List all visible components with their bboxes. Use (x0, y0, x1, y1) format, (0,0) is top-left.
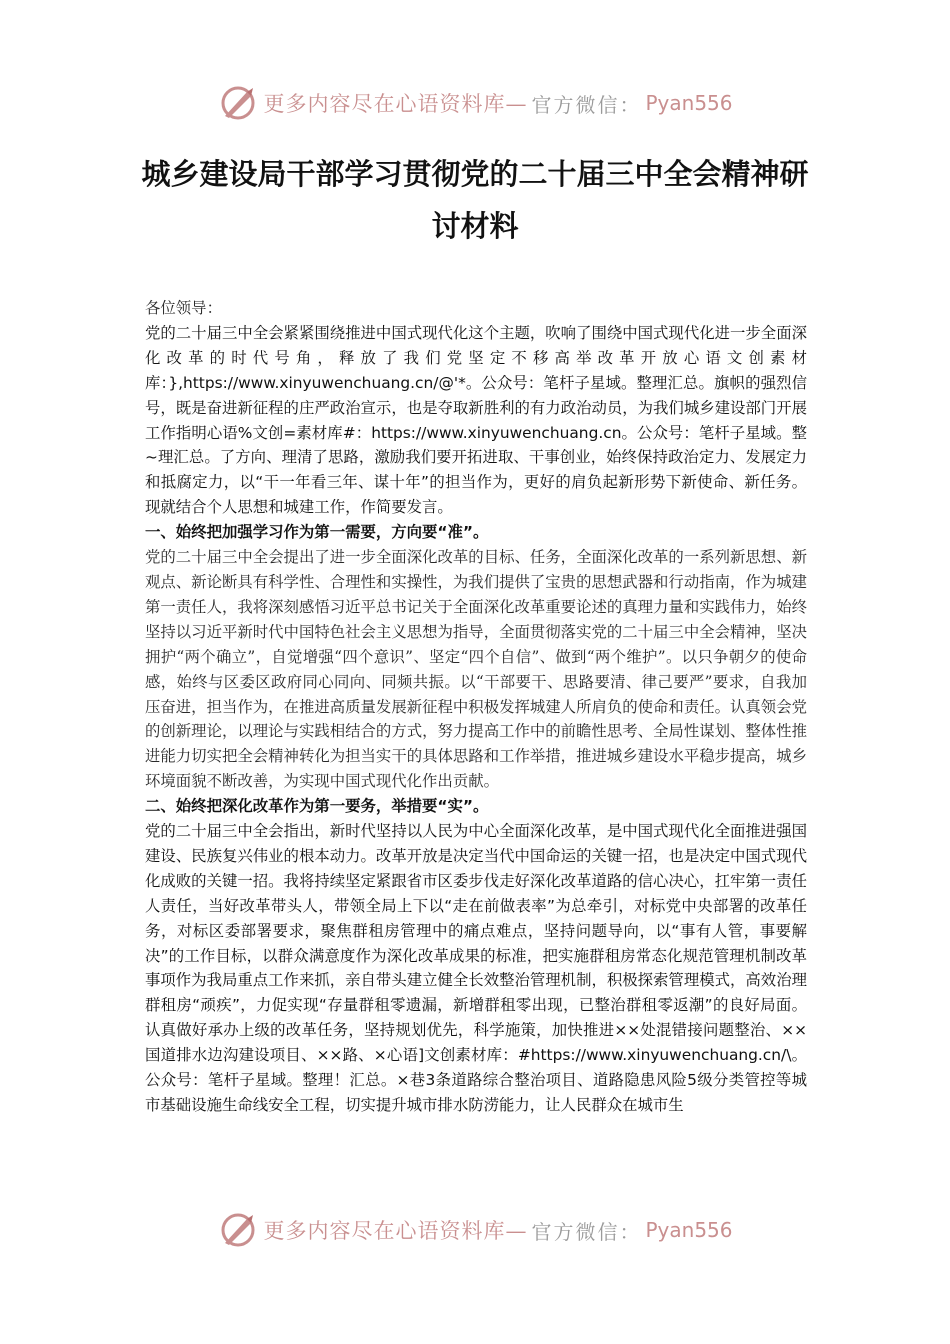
intro-paragraph: 党的二十届三中全会紧紧围绕推进中国式现代化这个主题，吹响了围绕中国式现代化进一步全面深化改革的时代号角，释放了我们党坚定不移高举改革开放心语文创素材库：},https://www.xinyuwenchuang.cn/@'*。公众号：笔杆子星域。整理汇总。旗帜的强烈信号，既是奋进新征程的庄严政治宣示，也是夺取新胜利的有力政治动员，为我们城乡建设部门开展工作指明心语%文创=素材库#：https://www.xinyuwenchuang.cn。公众号：笔杆子星域。整~理汇总。了方向、理清了思路，激励我们要开拓进取、干事创业，始终保持政治定力、发展定力和抵腐定力，以“干一年看三年、谋十年”的担当作为，更好的肩负起新形势下新使命、新任务。现就结合个人思想和城建工作，作简要发言。 (145, 323, 807, 517)
footer-banner (0, 1207, 950, 1253)
document-title: 城乡建设局干部学习贯彻党的二十届三中全会精神研讨材料 (141, 157, 809, 243)
section-2-paragraph: 党的二十届三中全会指出，新时代坚持以人民为中心全面深化改革，是中国式现代化全面推进强国建设、民族复兴伟业的根本动力。改革开放是决定当代中国命运的关键一招，也是决定中国式现代化成败的关键一招。我将持续坚定紧跟省市区委步伐走好深化改革道路的信心决心，扛牢第一责任人责任，当好改革带头人，带领全局上下以“走在前做表率”为总牵引，对标党中央部署的改革任务，对标区委部署要求，聚焦群租房管理中的痛点难点，坚持问题导向，以“事有人管，事要解决”的工作目标，以群众满意度作为深化改革成果的标准，把实施群租房常态化规范管理机制改革事项作为我局重点工作来抓，亲自带头建立健全长效整治管理机制，积极探索管理模式，高效治理群租房“顽疾”，力促实现“存量群租零遗漏，新增群租零出现，已整治群租零返潮”的良好局面。认真做好承办上级的改革任务，坚持规划优先，科学施策，加快推进××处混错接问题整治、××国道排水边沟建设项目、××路、×心语]文创素材库：#https://www.xinyuwenchuang.cn/\。公众号：笔杆子星域。整理！汇总。×巷3条道路综合整治项目、道路隐患风险5级分类管控等城市基础设施生命线安全工程，切实提升城市排水防涝能力，让人民群众在城市生 (145, 822, 807, 1114)
section-heading-2: 二、始终把深化改革作为第一要务，举措要“实”。 (145, 797, 489, 816)
section-1-paragraph: 党的二十届三中全会提出了进一步全面深化改革的目标、任务，全面深化改革的一系列新思想、新观点、新论断具有科学性、合理性和实操性，为我们提供了宝贵的思想武器和行动指南，作为城建第一责任人，我将深刻感悟习近平总书记关于全面深化改革重要论述的真理力量和实践伟力，始终坚持以习近平新时代中国特色社会主义思想为指导，全面贯彻落实党的二十届三中全会精神，坚决拥护“两个确立”，自觉增强“四个意识”、坚定“四个自信”、做到“两个维护”。以只争朝夕的使命感，始终与区委区政府同心同向、同频共振。以“干部要干、思路要清、律己要严”要求，自我加压奋进，担当作为，在推进高质量发展新征程中积极发挥城建人所肩负的使命和责任。认真领会党的创新理论，以理论与实践相结合的方式，努力提高工作中的前瞻性思考、全局性谋划、整体性推进能力切实把全会精神转化为担当实干的具体思路和工作举措，推进城乡建设水平稳步提高，城乡环境面貌不断改善，为实现中国式现代化作出贡献。 (145, 548, 807, 791)
document-body (145, 296, 807, 1118)
header-banner (0, 80, 950, 126)
banner-text: 更多内容尽在心语资料库— (263, 1219, 528, 1243)
logo-icon (217, 1209, 259, 1251)
logo-icon (217, 82, 259, 124)
banner-wechat-id: Pyan556 (645, 1218, 733, 1242)
section-heading-1: 一、始终把加强学习作为第一需要，方向要“准”。 (145, 523, 489, 542)
banner-text: 更多内容尽在心语资料库— (263, 92, 528, 116)
salutation: 各位领导： (145, 299, 222, 317)
banner-wechat-id: Pyan556 (645, 91, 733, 115)
banner-wechat-label: 官方微信： (531, 1219, 642, 1244)
banner-wechat-label: 官方微信： (531, 92, 642, 117)
